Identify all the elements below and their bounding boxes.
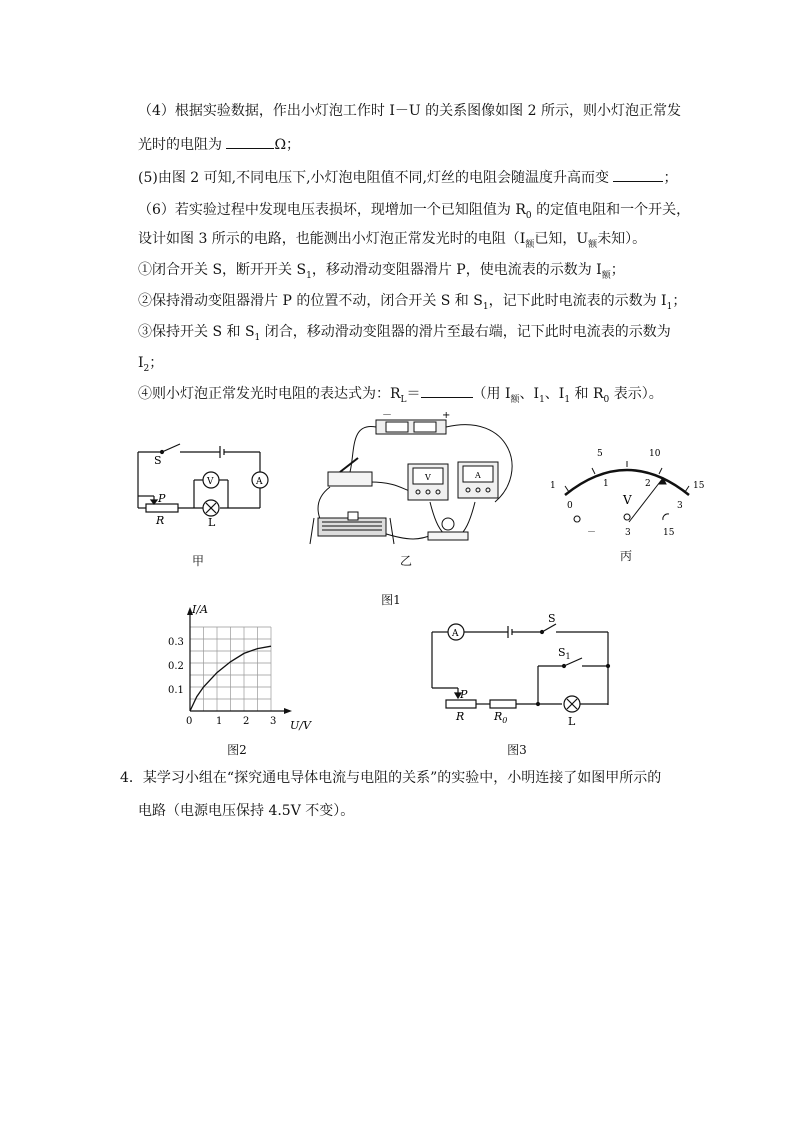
q4-part6-line1: （6）若实验过程中发现电压表损坏，现增加一个已知阻值为 $R_0$ 的定值电阻和一个开关，: [138, 202, 691, 221]
jia-R-label: R: [156, 514, 165, 527]
fig2-caption: 图2: [227, 743, 247, 757]
fig3-R-label: R: [456, 710, 465, 723]
fig1-yi-caption: 乙: [399, 554, 412, 568]
q4-part6-line2: 设计如图 3 所示的电路，也能测出小灯泡正常发光时的电阻（$I_额$已知，$U_额$未知）。: [138, 231, 647, 250]
answer-blank-expression[interactable]: [421, 383, 473, 398]
bing-bottom-tick-2: 2: [645, 479, 651, 489]
fig1-bing-voltmeter: [545, 440, 710, 540]
jia-V-label: V: [207, 477, 214, 487]
fig2-xtick-3: 3: [270, 716, 277, 727]
yi-A-label: A: [475, 471, 481, 480]
jia-P-label: P: [158, 492, 166, 505]
yi-minus-label: －: [382, 412, 392, 421]
fig2-grid: [190, 627, 271, 711]
bing-term-15: 15: [663, 528, 675, 538]
answer-blank-trend[interactable]: [613, 167, 663, 182]
yi-V-label: V: [425, 473, 431, 482]
fig1-bing-caption: 丙: [619, 549, 632, 563]
fig2-ytick-0.3: 0.3: [168, 637, 184, 648]
bing-top-tick-10: 10: [649, 449, 661, 459]
step-2: ②保持滑动变阻器滑片 P 的位置不动，闭合开关 S 和 $S_1$，记下此时电流表的示数为 $I_1$；: [138, 293, 687, 312]
jia-S-label: S: [154, 454, 162, 467]
bing-term-minus: －: [587, 528, 597, 538]
fig3-P-label: P: [460, 688, 468, 701]
q4-line1: 4．某学习小组在“探究通电导体电流与电阻的关系”的实验中，小明连接了如图甲所示的: [120, 770, 662, 786]
fig2-iu-chart: [160, 603, 325, 738]
bing-unit: V: [623, 493, 632, 507]
step-4: ④则小灯泡正常发光时电阻的表达式为：$R_L=$ （用 $I_额$、$I_1$、$I_1$ 和 $R_0$ 表示）。: [138, 383, 663, 410]
step-3-cont: $I_2$；: [138, 355, 164, 374]
q4-part4-line2: 光时的电阻为 Ω；: [138, 134, 300, 155]
fig2-axes: [187, 607, 292, 714]
bing-bottom-tick-1: 1: [603, 479, 609, 489]
fig2-xtick-1: 1: [216, 716, 223, 727]
fig2-ytick-0.2: 0.2: [168, 661, 184, 672]
fig3-L-label: L: [568, 715, 576, 728]
fig1-yi-apparatus: [300, 412, 530, 552]
fig3-caption: 图3: [507, 743, 527, 757]
fig3-circuit: [428, 610, 618, 730]
q4-line2: 电路（电源电压保持 4.5V 不变）。: [138, 803, 355, 819]
fig2-ylabel: I/A: [192, 603, 208, 616]
bing-bottom-tick-0: 0: [567, 501, 573, 511]
q4-part4-line1: （4）根据实验数据，作出小灯泡工作时 I－U 的关系图像如图 2 所示，则小灯泡正常发: [138, 103, 681, 119]
bing-term-3: 3: [625, 528, 631, 538]
fig1-jia-circuit: [128, 440, 278, 530]
bing-bottom-tick-3: 3: [677, 501, 683, 511]
jia-L-label: L: [208, 516, 216, 529]
bing-top-tick-1: 1: [550, 481, 556, 491]
fig3-S1-label: $S_1$: [558, 646, 571, 661]
fig3-A-label: A: [452, 629, 459, 639]
answer-blank-resistance[interactable]: [226, 134, 274, 149]
q4-part5-line: (5)由图 2 可知,不同电压下,小灯泡电阻值不同,灯丝的电阻会随温度升高而变 ；: [138, 167, 677, 188]
step-1: ①闭合开关 S，断开开关 $S_1$，移动滑动变阻器滑片 P，使电流表的示数为 $I_额$；: [138, 262, 625, 281]
bing-top-tick-5: 5: [597, 449, 603, 459]
fig1-jia-caption: 甲: [191, 554, 204, 568]
fig3-S-label: S: [548, 612, 556, 625]
fig3-R0-label: $R_0$: [494, 710, 508, 725]
bing-top-tick-15: 15: [693, 481, 705, 491]
fig2-ytick-0.1: 0.1: [168, 685, 184, 696]
step-3: ③保持开关 S 和 $S_1$ 闭合，移动滑动变阻器的滑片至最右端，记下此时电流表的示数为: [138, 324, 671, 343]
yi-plus-label: +: [442, 412, 451, 421]
fig2-xlabel: U/V: [290, 719, 311, 732]
fig2-xtick-2: 2: [243, 716, 250, 727]
fig2-xtick-0: 0: [186, 716, 193, 727]
fig1-caption: 图1: [381, 593, 401, 607]
jia-A-label: A: [256, 477, 263, 487]
